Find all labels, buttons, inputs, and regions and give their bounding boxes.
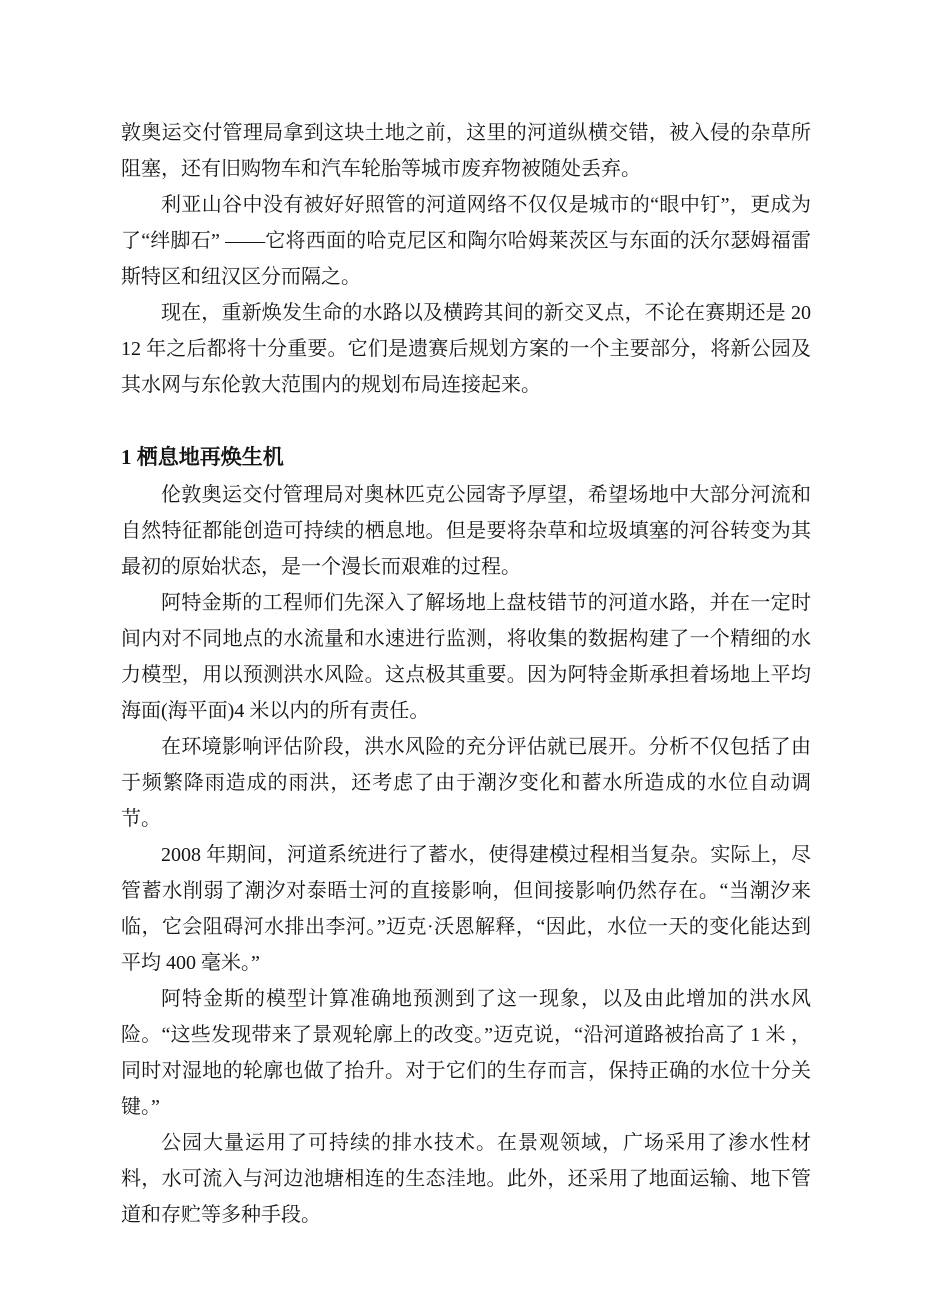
paragraph: 伦敦奥运交付管理局对奥林匹克公园寄予厚望，希望场地中大部分河流和自然特征都能创造可持续的栖息地。但是要将杂草和垃圾填塞的河谷转变为其最初的原始状态，是一个漫长而艰难的过程。 bbox=[121, 484, 811, 578]
paragraph: 现在，重新焕发生命的水路以及横跨其间的新交叉点，不论在赛期还是 2012 年之后都将十分重要。它们是遗赛后规划方案的一个主要部分，将新公园及其水网与东伦敦大范围内的规划布局连接起来。 bbox=[121, 302, 811, 396]
paragraph-continuation: 敦奥运交付管理局拿到这块土地之前，这里的河道纵横交错，被入侵的杂草所阻塞，还有旧购物车和汽车轮胎等城市废弃物被随处丢弃。 bbox=[121, 122, 811, 180]
paragraph: 公园大量运用了可持续的排水技术。在景观领域，广场采用了渗水性材料，水可流入与河边池塘相连的生态洼地。此外，还采用了地面运输、地下管道和存贮等多种手段。 bbox=[121, 1132, 811, 1226]
paragraph: 阿特金斯的工程师们先深入了解场地上盘枝错节的河道水路，并在一定时间内对不同地点的水流量和水速进行监测，将收集的数据构建了一个精细的水力模型，用以预测洪水风险。这点极其重要。因为阿特金斯承担着场地上平均海面(海平面)4 米以内的所有责任。 bbox=[121, 592, 811, 722]
paragraph: 利亚山谷中没有被好好照管的河道网络不仅仅是城市的“眼中钉”，更成为了“绊脚石” ——它将西面的哈克尼区和陶尔哈姆莱茨区与东面的沃尔瑟姆福雷斯特区和纽汉区分而隔之。 bbox=[121, 194, 811, 288]
paragraph: 阿特金斯的模型计算准确地预测到了这一现象，以及由此增加的洪水风险。“这些发现带来了景观轮廓上的改变。”迈克说，“沿河道路被抬高了 1 米 ，同时对湿地的轮廓也做了抬升。对于它们的生存而言，保持正确的水位十分关键。” bbox=[121, 988, 811, 1118]
section-heading: 1 栖息地再焕生机 bbox=[121, 445, 284, 469]
paragraph: 在环境影响评估阶段，洪水风险的充分评估就已展开。分析不仅包括了由于频繁降雨造成的雨洪，还考虑了由于潮汐变化和蓄水所造成的水位自动调节。 bbox=[121, 736, 811, 830]
paragraph: 2008 年期间，河道系统进行了蓄水，使得建模过程相当复杂。实际上，尽管蓄水削弱了潮汐对泰晤士河的直接影响，但间接影响仍然存在。“当潮汐来临，它会阻碍河水排出李河。”迈克·沃恩解释，“因此，水位一天的变化能达到平均 400 毫米。” bbox=[121, 844, 811, 974]
